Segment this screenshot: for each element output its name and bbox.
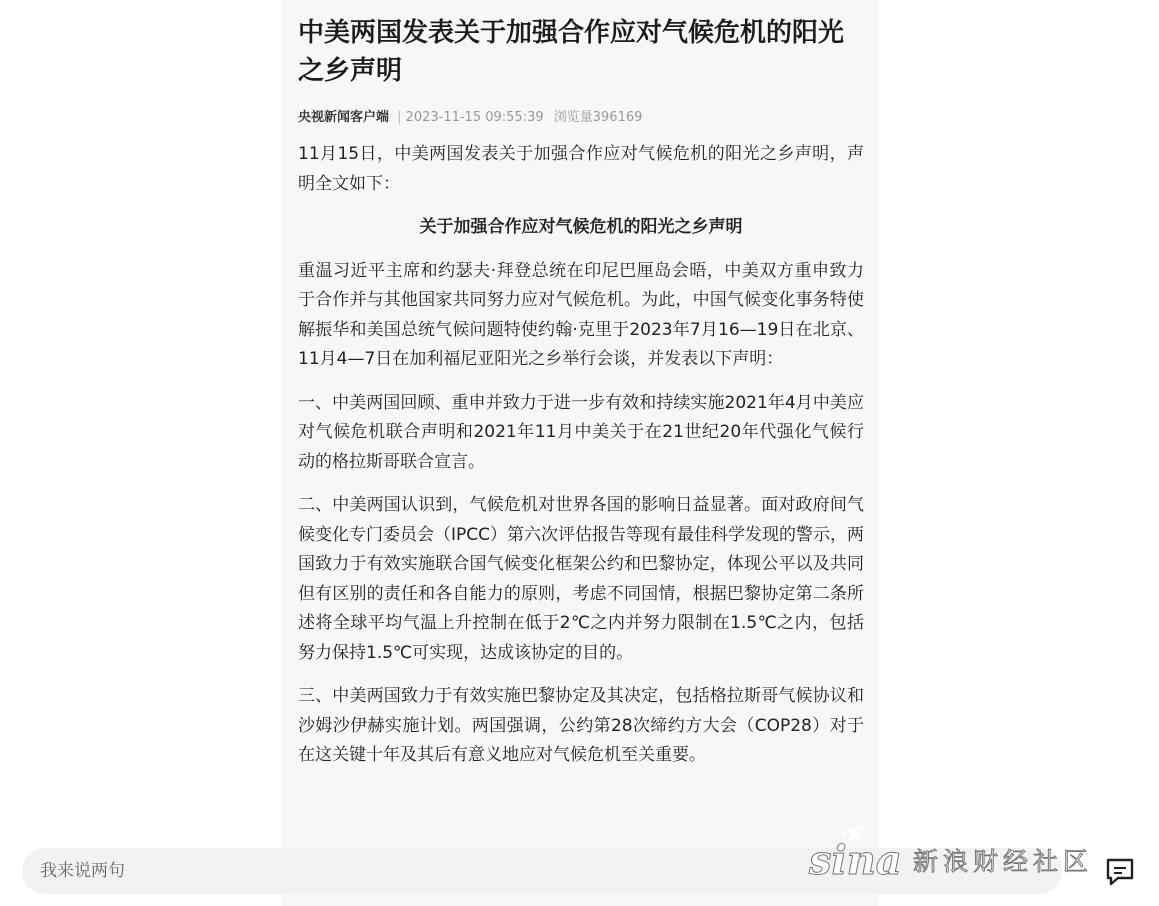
sina-site-name: 新浪财经社区 [913, 847, 1094, 876]
body-paragraph: 重温习近平主席和约瑟夫·拜登总统在印尼巴厘岛会晤，中美双方重申致力于合作并与其他国家共同努力应对气候危机。为此，中国气候变化事务特使解振华和美国总统气候问题特使约翰·克里于2023年7月16—19日在北京、11月4—7日在加利福尼亚阳光之乡举行会谈，并发表以下声明： [298, 260, 864, 369]
article-title: 中美两国发表关于加强合作应对气候危机的阳光之乡声明 [298, 18, 845, 86]
comment-placeholder: 我来说两句 [40, 861, 125, 881]
intro-paragraph: 11月15日，中美两国发表关于加强合作应对气候危机的阳光之乡声明，声明全文如下： [298, 144, 864, 194]
article-meta [298, 108, 864, 128]
body-paragraph: 二、中美两国认识到，气候危机对世界各国的影响日益显著。面对政府间气候变化专门委员会（IPCC）第六次评估报告等现有最佳科学发现的警示，两国致力于有效实施联合国气候变化框架公约和巴黎协定，体现公平以及共同但有区别的责任和各自能力的原则，考虑不同国情，根据巴黎协定第二条所述将全球平均气温上升控制在低于2℃之内并努力限制在1.5℃之内，包括努力保持1.5℃可实现，达成该协定的目的。 [298, 495, 865, 663]
publish-date: 2023-11-15 09:55:39 [405, 110, 544, 125]
body-paragraph: 三、中美两国致力于有效实施巴黎协定及其决定，包括格拉斯哥气候协议和沙姆沙伊赫实施计划。两国强调，公约第28次缔约方大会（COP28）对于在这关键十年及其后有意义地应对气候危机至关重要。 [298, 686, 864, 765]
article-content [298, 14, 864, 771]
body-paragraph: 一、中美两国回顾、重申并致力于进一步有效和持续实施2021年4月中美应对气候危机联合声明和2021年11月中美关于在21世纪20年代强化气候行动的格拉斯哥联合宣言。 [298, 392, 864, 472]
article-column [282, 0, 878, 906]
comment-icon[interactable] [1104, 856, 1136, 888]
statement-heading: 关于加强合作应对气候危机的阳光之乡声明 [419, 217, 743, 237]
sina-logo-text: sina [809, 837, 902, 884]
source-name[interactable]: 央视新闻客户端 [298, 110, 390, 125]
view-count: 浏览量396169 [553, 110, 643, 125]
meta-separator: | [397, 110, 402, 125]
sina-watermark [807, 816, 1107, 886]
